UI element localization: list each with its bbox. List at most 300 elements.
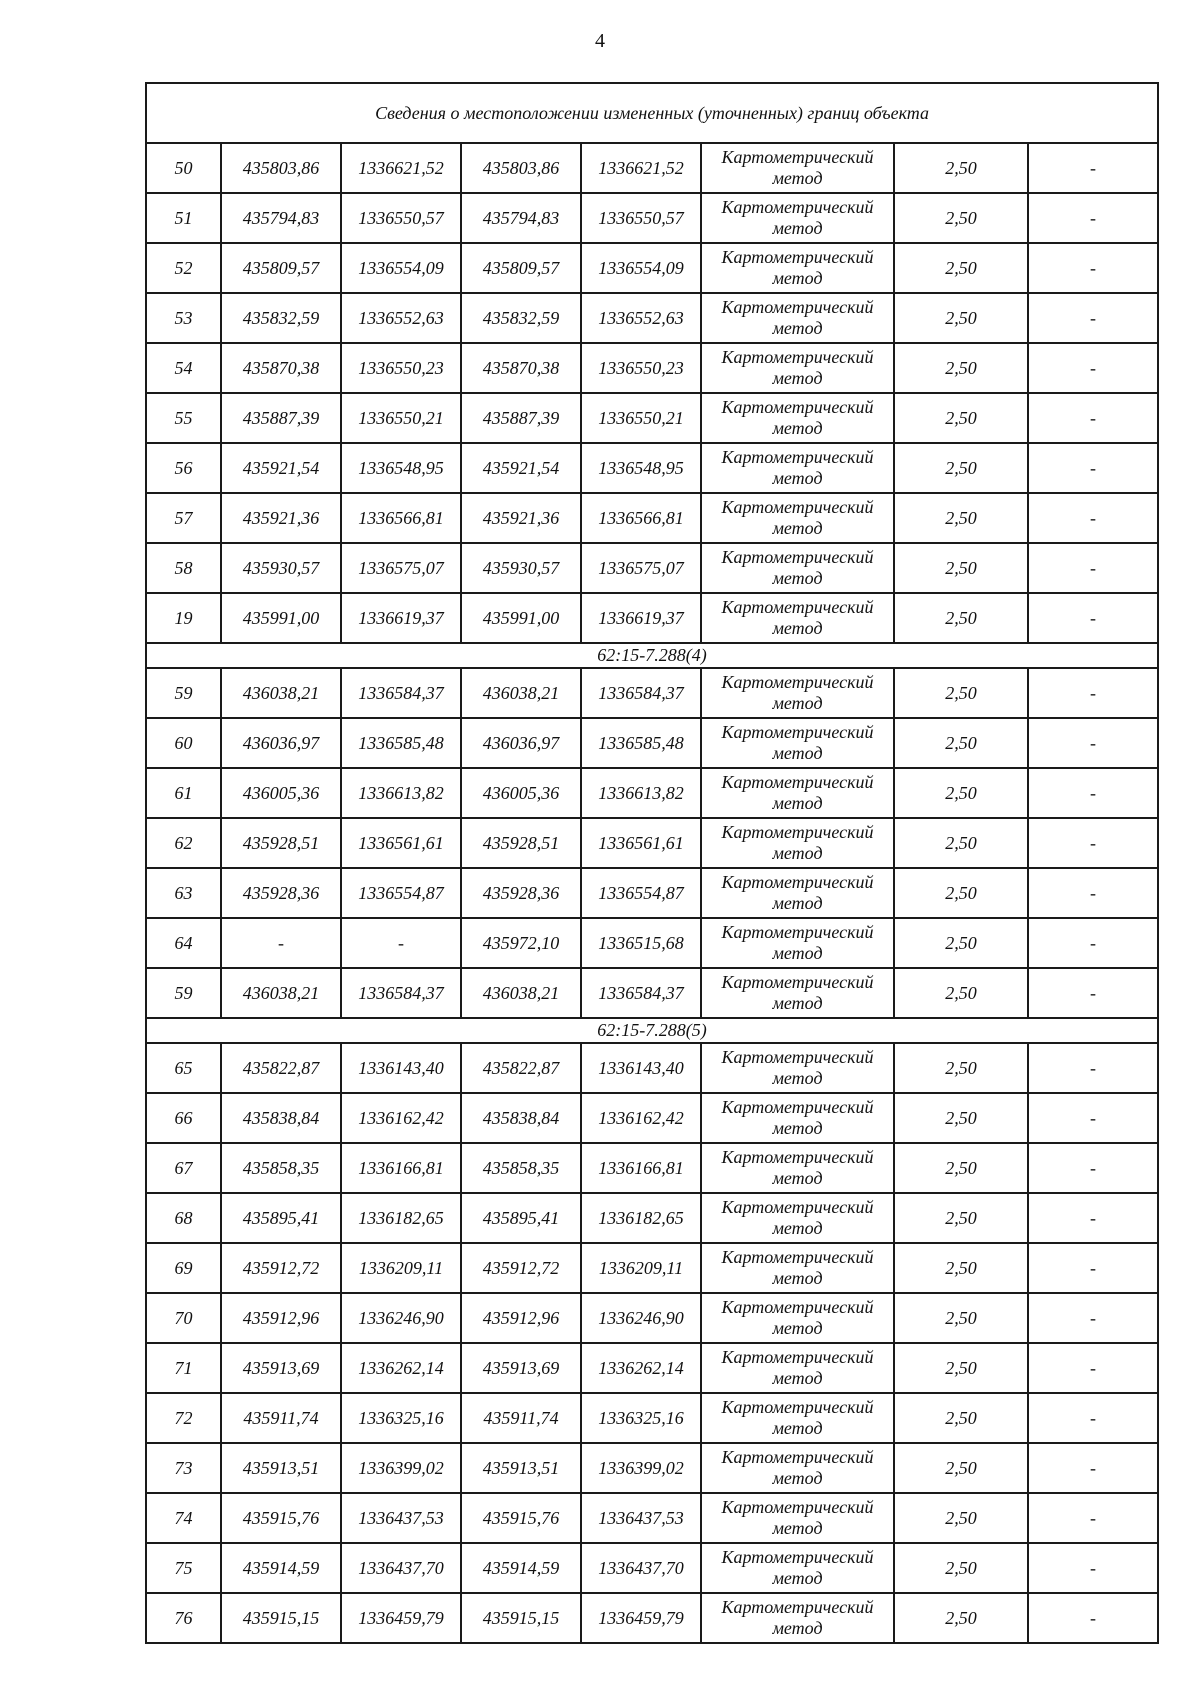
method-line2: метод [772, 318, 823, 338]
refined-y-cell: 1336262,14 [581, 1343, 701, 1393]
point-number-cell: 70 [146, 1293, 221, 1343]
note-cell: - [1028, 1243, 1158, 1293]
method-line1: Картометрический [721, 872, 874, 892]
method-line1: Картометрический [721, 922, 874, 942]
table-row [146, 493, 1158, 543]
existing-y-cell: 1336437,70 [341, 1543, 461, 1593]
section-heading-row [146, 1018, 1158, 1043]
table-row [146, 1293, 1158, 1343]
point-number-cell: 61 [146, 768, 221, 818]
refined-y-cell: 1336246,90 [581, 1293, 701, 1343]
method-line1: Картометрический [721, 397, 874, 417]
method-line2: метод [772, 893, 823, 913]
refined-x-cell: 435972,10 [461, 918, 581, 968]
refined-y-cell: 1336584,37 [581, 668, 701, 718]
method-cell [701, 1493, 894, 1543]
method-line1: Картометрический [721, 1547, 874, 1567]
refined-x-cell: 435913,51 [461, 1443, 581, 1493]
table-row [146, 293, 1158, 343]
table-row [146, 1543, 1158, 1593]
existing-x-cell: 435803,86 [221, 143, 341, 193]
note-cell: - [1028, 968, 1158, 1018]
existing-x-cell: 435915,15 [221, 1593, 341, 1643]
point-number-cell: 74 [146, 1493, 221, 1543]
point-number-cell: 71 [146, 1343, 221, 1393]
refined-x-cell: 435822,87 [461, 1043, 581, 1093]
method-line1: Картометрический [721, 1247, 874, 1267]
note-cell: - [1028, 543, 1158, 593]
point-number-cell: 75 [146, 1543, 221, 1593]
method-line2: метод [772, 1118, 823, 1138]
refined-x-cell: 435911,74 [461, 1393, 581, 1443]
method-cell [701, 1543, 894, 1593]
method-cell [701, 293, 894, 343]
accuracy-cell: 2,50 [894, 143, 1028, 193]
method-line1: Картометрический [721, 1347, 874, 1367]
point-number-cell: 73 [146, 1443, 221, 1493]
method-cell [701, 193, 894, 243]
method-line2: метод [772, 943, 823, 963]
table-row [146, 918, 1158, 968]
page-number: 4 [595, 30, 605, 52]
method-line2: метод [772, 568, 823, 588]
method-line2: метод [772, 1568, 823, 1588]
table-row [146, 243, 1158, 293]
table-row [146, 1093, 1158, 1143]
refined-x-cell: 435803,86 [461, 143, 581, 193]
refined-y-cell: 1336552,63 [581, 293, 701, 343]
point-number-cell: 19 [146, 593, 221, 643]
existing-y-cell: 1336550,57 [341, 193, 461, 243]
accuracy-cell: 2,50 [894, 868, 1028, 918]
method-line1: Картометрический [721, 1097, 874, 1117]
point-number-cell: 58 [146, 543, 221, 593]
existing-y-cell: 1336399,02 [341, 1443, 461, 1493]
method-line1: Картометрический [721, 147, 874, 167]
method-line2: метод [772, 843, 823, 863]
existing-y-cell: 1336585,48 [341, 718, 461, 768]
point-number-cell: 52 [146, 243, 221, 293]
note-cell: - [1028, 1143, 1158, 1193]
point-number-cell: 64 [146, 918, 221, 968]
method-cell [701, 1143, 894, 1193]
method-cell [701, 143, 894, 193]
refined-y-cell: 1336209,11 [581, 1243, 701, 1293]
table-title-row [146, 83, 1158, 143]
refined-x-cell: 436005,36 [461, 768, 581, 818]
note-cell: - [1028, 868, 1158, 918]
existing-y-cell: 1336554,09 [341, 243, 461, 293]
method-line2: метод [772, 1618, 823, 1638]
existing-x-cell: 436038,21 [221, 668, 341, 718]
note-cell: - [1028, 1093, 1158, 1143]
existing-x-cell: 435928,36 [221, 868, 341, 918]
accuracy-cell: 2,50 [894, 1093, 1028, 1143]
refined-x-cell: 435832,59 [461, 293, 581, 343]
note-cell: - [1028, 393, 1158, 443]
section-heading: 62:15-7.288(4) [146, 643, 1158, 668]
method-cell [701, 718, 894, 768]
table-row [146, 668, 1158, 718]
method-line2: метод [772, 268, 823, 288]
refined-x-cell: 435895,41 [461, 1193, 581, 1243]
note-cell: - [1028, 668, 1158, 718]
point-number-cell: 68 [146, 1193, 221, 1243]
accuracy-cell: 2,50 [894, 1343, 1028, 1393]
refined-y-cell: 1336554,87 [581, 868, 701, 918]
existing-y-cell: 1336325,16 [341, 1393, 461, 1443]
refined-y-cell: 1336584,37 [581, 968, 701, 1018]
refined-y-cell: 1336550,57 [581, 193, 701, 243]
note-cell: - [1028, 1543, 1158, 1593]
refined-y-cell: 1336399,02 [581, 1443, 701, 1493]
method-cell [701, 1093, 894, 1143]
existing-y-cell: 1336262,14 [341, 1343, 461, 1393]
existing-y-cell: 1336621,52 [341, 143, 461, 193]
accuracy-cell: 2,50 [894, 393, 1028, 443]
existing-y-cell: 1336584,37 [341, 968, 461, 1018]
existing-y-cell: 1336166,81 [341, 1143, 461, 1193]
refined-y-cell: 1336548,95 [581, 443, 701, 493]
refined-y-cell: 1336143,40 [581, 1043, 701, 1093]
refined-y-cell: 1336566,81 [581, 493, 701, 543]
accuracy-cell: 2,50 [894, 1393, 1028, 1443]
refined-x-cell: 435930,57 [461, 543, 581, 593]
existing-y-cell: 1336209,11 [341, 1243, 461, 1293]
table-row [146, 443, 1158, 493]
note-cell: - [1028, 1593, 1158, 1643]
method-line2: метод [772, 1368, 823, 1388]
existing-y-cell: 1336554,87 [341, 868, 461, 918]
method-line2: метод [772, 1468, 823, 1488]
accuracy-cell: 2,50 [894, 243, 1028, 293]
point-number-cell: 67 [146, 1143, 221, 1193]
method-cell [701, 443, 894, 493]
method-cell [701, 543, 894, 593]
refined-y-cell: 1336550,21 [581, 393, 701, 443]
method-cell [701, 1343, 894, 1393]
method-line2: метод [772, 993, 823, 1013]
refined-x-cell: 436038,21 [461, 668, 581, 718]
refined-x-cell: 435921,54 [461, 443, 581, 493]
method-line1: Картометрический [721, 972, 874, 992]
existing-y-cell: 1336552,63 [341, 293, 461, 343]
refined-x-cell: 436038,21 [461, 968, 581, 1018]
existing-y-cell: 1336548,95 [341, 443, 461, 493]
existing-x-cell: 435832,59 [221, 293, 341, 343]
method-cell [701, 343, 894, 393]
point-number-cell: 76 [146, 1593, 221, 1643]
table-row [146, 593, 1158, 643]
method-cell [701, 393, 894, 443]
point-number-cell: 56 [146, 443, 221, 493]
method-line1: Картометрический [721, 497, 874, 517]
existing-x-cell: 435838,84 [221, 1093, 341, 1143]
table-row [146, 1343, 1158, 1393]
refined-x-cell: 435914,59 [461, 1543, 581, 1593]
method-line1: Картометрический [721, 672, 874, 692]
accuracy-cell: 2,50 [894, 1193, 1028, 1243]
accuracy-cell: 2,50 [894, 818, 1028, 868]
method-cell [701, 1293, 894, 1343]
method-line1: Картометрический [721, 722, 874, 742]
note-cell: - [1028, 343, 1158, 393]
refined-x-cell: 435915,15 [461, 1593, 581, 1643]
method-cell [701, 868, 894, 918]
refined-y-cell: 1336437,53 [581, 1493, 701, 1543]
accuracy-cell: 2,50 [894, 1293, 1028, 1343]
refined-y-cell: 1336437,70 [581, 1543, 701, 1593]
method-line1: Картометрический [721, 597, 874, 617]
refined-x-cell: 435887,39 [461, 393, 581, 443]
note-cell: - [1028, 293, 1158, 343]
accuracy-cell: 2,50 [894, 593, 1028, 643]
method-line1: Картометрический [721, 297, 874, 317]
accuracy-cell: 2,50 [894, 918, 1028, 968]
table-row [146, 1043, 1158, 1093]
note-cell: - [1028, 918, 1158, 968]
table-row [146, 1193, 1158, 1243]
existing-x-cell: 435930,57 [221, 543, 341, 593]
refined-y-cell: 1336585,48 [581, 718, 701, 768]
existing-x-cell: 435895,41 [221, 1193, 341, 1243]
refined-x-cell: 435838,84 [461, 1093, 581, 1143]
point-number-cell: 50 [146, 143, 221, 193]
existing-x-cell: 435915,76 [221, 1493, 341, 1543]
point-number-cell: 54 [146, 343, 221, 393]
table-row [146, 718, 1158, 768]
refined-x-cell: 435913,69 [461, 1343, 581, 1393]
refined-x-cell: 435921,36 [461, 493, 581, 543]
note-cell: - [1028, 1393, 1158, 1443]
existing-x-cell: 435914,59 [221, 1543, 341, 1593]
note-cell: - [1028, 768, 1158, 818]
method-line1: Картометрический [721, 1597, 874, 1617]
method-line2: метод [772, 168, 823, 188]
existing-y-cell: 1336561,61 [341, 818, 461, 868]
accuracy-cell: 2,50 [894, 718, 1028, 768]
method-cell [701, 768, 894, 818]
method-line1: Картометрический [721, 1297, 874, 1317]
table-row [146, 1443, 1158, 1493]
accuracy-cell: 2,50 [894, 1143, 1028, 1193]
method-line1: Картометрический [721, 197, 874, 217]
refined-y-cell: 1336162,42 [581, 1093, 701, 1143]
note-cell: - [1028, 1443, 1158, 1493]
existing-x-cell: 435794,83 [221, 193, 341, 243]
existing-x-cell: - [221, 918, 341, 968]
method-line1: Картометрический [721, 1447, 874, 1467]
existing-x-cell: 435870,38 [221, 343, 341, 393]
existing-x-cell: 435911,74 [221, 1393, 341, 1443]
refined-y-cell: 1336182,65 [581, 1193, 701, 1243]
table-row [146, 768, 1158, 818]
method-cell [701, 493, 894, 543]
accuracy-cell: 2,50 [894, 543, 1028, 593]
refined-y-cell: 1336166,81 [581, 1143, 701, 1193]
method-line2: метод [772, 518, 823, 538]
refined-x-cell: 435912,96 [461, 1293, 581, 1343]
table-row [146, 393, 1158, 443]
method-line1: Картометрический [721, 347, 874, 367]
table-row [146, 1143, 1158, 1193]
method-cell [701, 1243, 894, 1293]
method-line1: Картометрический [721, 1147, 874, 1167]
refined-x-cell: 435928,36 [461, 868, 581, 918]
accuracy-cell: 2,50 [894, 1043, 1028, 1093]
method-line2: метод [772, 743, 823, 763]
note-cell: - [1028, 443, 1158, 493]
existing-y-cell: 1336459,79 [341, 1593, 461, 1643]
point-number-cell: 59 [146, 668, 221, 718]
method-line1: Картометрический [721, 822, 874, 842]
point-number-cell: 69 [146, 1243, 221, 1293]
refined-x-cell: 435794,83 [461, 193, 581, 243]
method-cell [701, 918, 894, 968]
note-cell: - [1028, 1193, 1158, 1243]
existing-y-cell: 1336619,37 [341, 593, 461, 643]
method-cell [701, 1193, 894, 1243]
method-line2: метод [772, 1318, 823, 1338]
section-heading: 62:15-7.288(5) [146, 1018, 1158, 1043]
note-cell: - [1028, 193, 1158, 243]
existing-x-cell: 435921,54 [221, 443, 341, 493]
existing-x-cell: 435809,57 [221, 243, 341, 293]
table-row [146, 543, 1158, 593]
section-heading-row [146, 643, 1158, 668]
note-cell: - [1028, 1043, 1158, 1093]
refined-x-cell: 435928,51 [461, 818, 581, 868]
method-line2: метод [772, 218, 823, 238]
method-line1: Картометрический [721, 1397, 874, 1417]
table-title: Сведения о местоположении измененных (уточненных) границ объекта [146, 83, 1158, 143]
accuracy-cell: 2,50 [894, 1443, 1028, 1493]
table-row [146, 1593, 1158, 1643]
existing-y-cell: 1336575,07 [341, 543, 461, 593]
method-line2: метод [772, 1518, 823, 1538]
method-line2: метод [772, 368, 823, 388]
table-row [146, 1243, 1158, 1293]
existing-y-cell: 1336566,81 [341, 493, 461, 543]
method-cell [701, 593, 894, 643]
method-line2: метод [772, 693, 823, 713]
point-number-cell: 66 [146, 1093, 221, 1143]
accuracy-cell: 2,50 [894, 1493, 1028, 1543]
existing-x-cell: 435822,87 [221, 1043, 341, 1093]
method-line2: метод [772, 1418, 823, 1438]
note-cell: - [1028, 493, 1158, 543]
accuracy-cell: 2,50 [894, 968, 1028, 1018]
note-cell: - [1028, 1493, 1158, 1543]
existing-x-cell: 435928,51 [221, 818, 341, 868]
method-cell [701, 668, 894, 718]
existing-x-cell: 435912,72 [221, 1243, 341, 1293]
method-cell [701, 243, 894, 293]
refined-y-cell: 1336325,16 [581, 1393, 701, 1443]
table-row [146, 343, 1158, 393]
table-row [146, 143, 1158, 193]
refined-y-cell: 1336550,23 [581, 343, 701, 393]
accuracy-cell: 2,50 [894, 193, 1028, 243]
existing-x-cell: 436038,21 [221, 968, 341, 1018]
method-cell [701, 818, 894, 868]
point-number-cell: 51 [146, 193, 221, 243]
method-line2: метод [772, 793, 823, 813]
refined-x-cell: 435809,57 [461, 243, 581, 293]
existing-y-cell: 1336550,23 [341, 343, 461, 393]
method-line2: метод [772, 1068, 823, 1088]
refined-x-cell: 435858,35 [461, 1143, 581, 1193]
refined-y-cell: 1336554,09 [581, 243, 701, 293]
point-number-cell: 57 [146, 493, 221, 543]
accuracy-cell: 2,50 [894, 1593, 1028, 1643]
existing-x-cell: 435912,96 [221, 1293, 341, 1343]
point-number-cell: 60 [146, 718, 221, 768]
table-row [146, 868, 1158, 918]
existing-y-cell: 1336584,37 [341, 668, 461, 718]
method-line2: метод [772, 1268, 823, 1288]
method-line1: Картометрический [721, 447, 874, 467]
point-number-cell: 72 [146, 1393, 221, 1443]
existing-x-cell: 436036,97 [221, 718, 341, 768]
existing-x-cell: 435887,39 [221, 393, 341, 443]
note-cell: - [1028, 718, 1158, 768]
refined-y-cell: 1336613,82 [581, 768, 701, 818]
table-body [146, 83, 1158, 1643]
accuracy-cell: 2,50 [894, 443, 1028, 493]
existing-y-cell: 1336162,42 [341, 1093, 461, 1143]
refined-y-cell: 1336619,37 [581, 593, 701, 643]
existing-y-cell: 1336437,53 [341, 1493, 461, 1543]
existing-y-cell: 1336613,82 [341, 768, 461, 818]
refined-x-cell: 435912,72 [461, 1243, 581, 1293]
refined-y-cell: 1336515,68 [581, 918, 701, 968]
refined-y-cell: 1336459,79 [581, 1593, 701, 1643]
existing-x-cell: 435913,51 [221, 1443, 341, 1493]
table-row [146, 968, 1158, 1018]
method-line1: Картометрический [721, 247, 874, 267]
existing-x-cell: 435858,35 [221, 1143, 341, 1193]
accuracy-cell: 2,50 [894, 1243, 1028, 1293]
existing-y-cell: 1336550,21 [341, 393, 461, 443]
point-number-cell: 63 [146, 868, 221, 918]
existing-x-cell: 435913,69 [221, 1343, 341, 1393]
boundary-coordinates-table [145, 82, 1159, 1644]
table-row [146, 1493, 1158, 1543]
existing-x-cell: 435921,36 [221, 493, 341, 543]
existing-x-cell: 436005,36 [221, 768, 341, 818]
refined-y-cell: 1336561,61 [581, 818, 701, 868]
method-line2: метод [772, 1218, 823, 1238]
note-cell: - [1028, 1343, 1158, 1393]
accuracy-cell: 2,50 [894, 293, 1028, 343]
refined-y-cell: 1336621,52 [581, 143, 701, 193]
existing-y-cell: 1336182,65 [341, 1193, 461, 1243]
method-line2: метод [772, 618, 823, 638]
point-number-cell: 53 [146, 293, 221, 343]
existing-x-cell: 435991,00 [221, 593, 341, 643]
note-cell: - [1028, 143, 1158, 193]
existing-y-cell: 1336143,40 [341, 1043, 461, 1093]
accuracy-cell: 2,50 [894, 1543, 1028, 1593]
method-line2: метод [772, 468, 823, 488]
refined-x-cell: 435991,00 [461, 593, 581, 643]
method-line1: Картометрический [721, 1497, 874, 1517]
point-number-cell: 65 [146, 1043, 221, 1093]
accuracy-cell: 2,50 [894, 768, 1028, 818]
method-line2: метод [772, 1168, 823, 1188]
note-cell: - [1028, 593, 1158, 643]
